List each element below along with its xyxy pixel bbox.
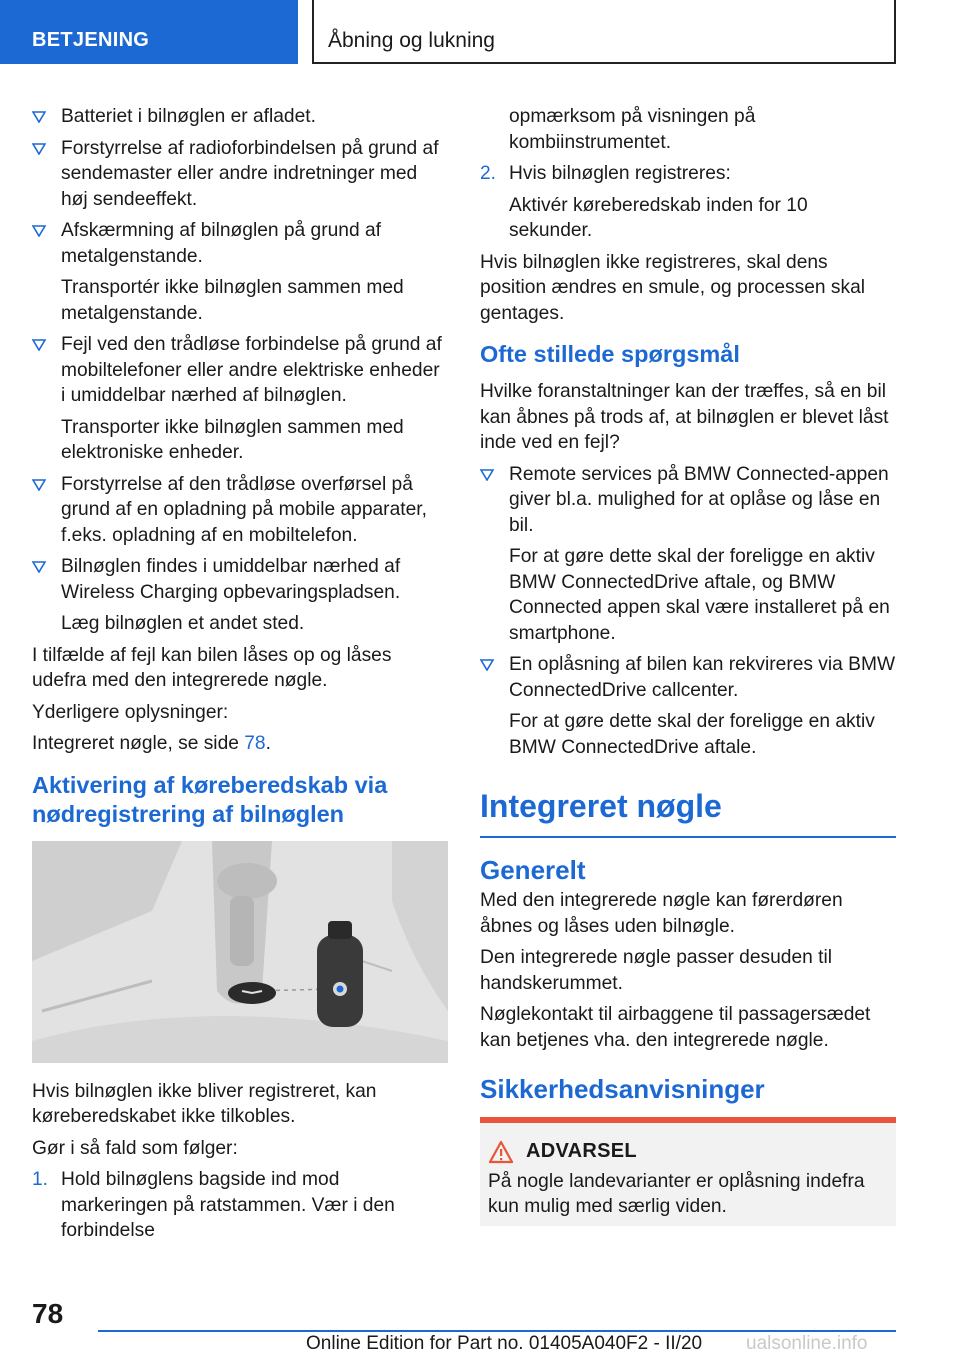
step-item <box>32 1167 448 1244</box>
step-number: 1. <box>32 1169 49 1190</box>
paragraph: Nøglekontakt til airbaggene til passagersædet kan betjenes vha. den integrerede nøgle. <box>480 1004 871 1051</box>
list-item-sub: For at gøre dette skal der foreligge en aktiv BMW ConnectedDrive aftale. <box>509 711 875 758</box>
step-sub: Aktivér køreberedskab inden for 10 sekunder. <box>509 194 808 241</box>
key-on-steering-column-illustration <box>32 841 448 1063</box>
triangle-bullet-icon <box>32 225 46 237</box>
list-item-text: En oplåsning af bilen kan rekvireres via BMW ConnectedDrive callcenter. <box>509 654 896 701</box>
faq-heading: Ofte stillede spørgsmål <box>480 341 740 367</box>
section-title: BETJENING <box>32 29 150 51</box>
step-continuation: opmærksom på visningen på kombiinstrumentet. <box>509 106 756 153</box>
triangle-bullet-icon <box>32 479 46 491</box>
list-item <box>32 472 448 549</box>
chapter-title: Åbning og lukning <box>328 29 495 52</box>
list-item-text: Batteriet i bilnøglen er afladet. <box>61 106 316 127</box>
step-item <box>480 161 896 187</box>
list-item <box>480 652 896 703</box>
list-item-text: Bilnøglen findes i umiddelbar nærhed af Wireless Charging opbevaringspladsen. <box>61 556 401 603</box>
triangle-bullet-icon <box>32 143 46 155</box>
list-item-sub: Transportér ikke bilnøglen sammen med metalgenstande. <box>61 277 404 324</box>
list-item <box>32 104 448 130</box>
paragraph: I tilfælde af fejl kan bilen låses op og låses udefra med den integrerede nøgle. <box>32 644 392 691</box>
list-item-text: Forstyrrelse af den trådløse overførsel på grund af en opladning på mobile apparater, f.eks. opladning af en mobiltelefon. <box>61 473 427 546</box>
right-column <box>480 104 896 1226</box>
warning-triangle-icon <box>488 1140 514 1164</box>
list-item <box>32 332 448 409</box>
step-number: 2. <box>480 163 497 184</box>
warning-box <box>480 1117 896 1226</box>
page-number: 78 <box>32 1298 64 1329</box>
paragraph: Yderligere oplysninger: <box>32 701 229 723</box>
triangle-bullet-icon <box>32 561 46 573</box>
triangle-bullet-icon <box>480 659 494 671</box>
cross-ref-text: Integreret nøgle, se side <box>32 733 245 754</box>
subsection-heading: Sikkerhedsanvisninger <box>480 1074 765 1104</box>
page-link[interactable]: 78 <box>244 733 266 754</box>
list-item-text: Afskærmning af bilnøglen på grund af metalgenstande. <box>61 220 381 267</box>
warning-text: På nogle landevarianter er oplåsning indefra kun mulig med særlig viden. <box>488 1170 865 1217</box>
list-item-text: Remote services på BMW Connected-appen giver bl.a. mulighed for at oplåse og låse en bil. <box>509 463 889 536</box>
triangle-bullet-icon <box>32 111 46 123</box>
step-text: Hold bilnøglens bagside ind mod markeringen på ratstammen. Vær i den forbindelse <box>61 1169 395 1241</box>
paragraph: Hvis bilnøglen ikke bliver registreret, kan køreberedskabet ikke tilkobles. <box>32 1080 377 1127</box>
section-heading: Aktivering af køreberedskab via nødregistrering af bilnøglen <box>32 771 388 827</box>
paragraph: Hvis bilnøglen ikke registreres, skal dens position ændres en smule, og processen skal gentages. <box>480 251 866 324</box>
paragraph: Med den integrerede nøgle kan førerdøren åbnes og låses uden bilnøgle. <box>480 890 843 937</box>
footer-divider <box>98 1330 896 1332</box>
main-heading: Integreret nøgle <box>480 786 896 838</box>
list-item-sub: Læg bilnøglen et andet sted. <box>61 613 305 634</box>
list-item-text: Forstyrrelse af radioforbindelsen på grund af sendemaster eller andre indretninger med høj sendeeffekt. <box>61 137 439 210</box>
step-text: Hvis bilnøglen registreres: <box>509 163 731 184</box>
paragraph: Gør i så fald som følger: <box>32 1137 238 1159</box>
paragraph <box>32 731 448 757</box>
list-item <box>32 554 448 605</box>
triangle-bullet-icon <box>32 339 46 351</box>
triangle-bullet-icon <box>480 469 494 481</box>
subsection-heading: Generelt <box>480 855 586 885</box>
steering-column-figure <box>32 841 448 1063</box>
list-item <box>32 136 448 213</box>
left-column <box>32 104 448 1250</box>
cross-ref-end: . <box>265 733 271 754</box>
footer-watermark: ualsonline.info <box>746 1333 868 1354</box>
list-item-sub: Transporter ikke bilnøglen sammen med elektroniske enheder. <box>61 416 404 463</box>
header-section-tab <box>0 0 298 64</box>
warning-header <box>488 1123 888 1165</box>
paragraph: Den integrerede nøgle passer desuden til handskerummet. <box>480 947 832 994</box>
list-item-text: Fejl ved den trådløse forbindelse på grund af mobiltelefoner eller andre elektriske enheder i umiddelbar nærhed af bilnøglen. <box>61 334 442 406</box>
warning-title: ADVARSEL <box>526 1140 637 1162</box>
list-item-sub: For at gøre dette skal der foreligge en aktiv BMW ConnectedDrive aftale, og BMW Connected appen skal være installeret på en smartphone. <box>509 546 890 644</box>
list-item <box>480 462 896 539</box>
header-chapter-box <box>312 0 896 64</box>
list-item <box>32 218 448 269</box>
footer-edition: Online Edition for Part no. 01405A040F2 - II/20 <box>306 1333 703 1354</box>
faq-question: Hvilke foranstaltninger kan der træffes, så en bil kan åbnes på trods af, at bilnøglen er blevet låst inde ved en fejl? <box>480 381 889 453</box>
